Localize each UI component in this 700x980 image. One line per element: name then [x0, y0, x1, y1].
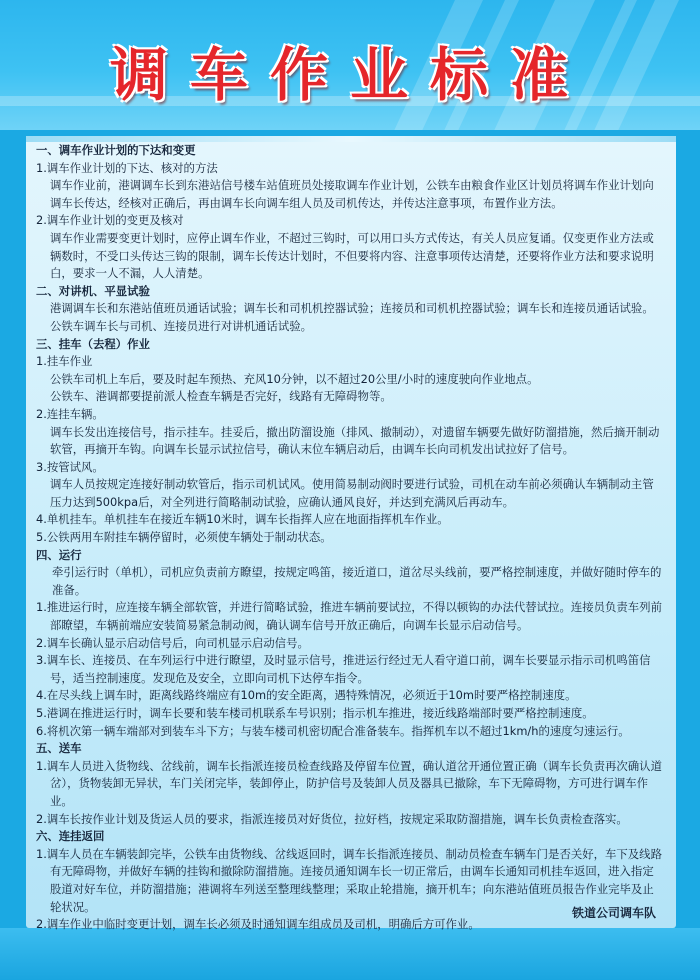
list-item: 2.调车长按作业计划及货运人员的要求，指派连接员对好货位，拉好档，按规定采取防溜措施，调车长负责检查落实。 — [36, 811, 628, 826]
page-title: 调车作业标准 — [109, 41, 590, 109]
paragraph: 公铁车司机上车后，要及时起车预热、充风10分钟，以不超过20公里/小时的速度驶向作业地点。 — [50, 371, 539, 386]
section-heading-5: 五、送车 — [36, 741, 82, 756]
regulation-text — [36, 142, 664, 934]
list-item: 1.调车人员进入货物线、岔线前，调车长指派连接员检查线路及停留车位置，确认道岔开通位置正确（调车长负责再次确认道岔），货物装卸无异状，车门关闭完毕，装卸停止，防护信号及装卸人员及器具已撤除，车下无障碍物，方可进行调车作业。 — [36, 758, 662, 808]
paragraph: 调车长发出连接信号，指示挂车。挂妥后，撤出防溜设施（排风、撤制动），对遗留车辆要先做好防溜措施，然后摘开制动软管，再摘开车钩。向调车长显示试拉信号，确认末位车辆启动后，由调车长向司机发出试拉好了信号。 — [50, 424, 660, 457]
list-item: 4.在尽头线上调车时，距离线路终端应有10m的安全距离，遇特殊情况，必须近于10m时要严格控制速度。 — [36, 688, 577, 703]
section-heading-6: 六、连挂返回 — [36, 829, 105, 844]
list-item: 4.单机挂车。单机挂车在接近车辆10米时，调车长指挥人应在地面指挥机车作业。 — [36, 512, 449, 527]
list-item: 5.港调在推进运行时，调车长要和装车楼司机联系车号识别；指示机车推进，接近线路端部时要严格控制速度。 — [36, 706, 594, 720]
item-heading: 1.调车作业计划的下达、核对的方法 — [36, 160, 218, 175]
list-item: 1.调车人员在车辆装卸完毕，公铁车由货物线、岔线返回时，调车长指派连接员、制动员检查车辆车门是否关好，车下及线路有无障碍物，并做好车辆的挂钩和撤除防溜措施。连接员通知调车长一切正常后，由调车长通知司机挂车返回，进入指定股道对好车位，并防溜措施；港调将车列送至整理线整理；采取止轮措施，摘开机车；向东港站值班员报告作业完毕及止轮状况。 — [36, 846, 662, 914]
paragraph: 牵引运行时（单机），司机应负责前方瞭望，按规定鸣笛，接近道口，道岔尽头线前，要严格控制速度，并做好随时停车的准备。 — [52, 565, 662, 597]
item-heading: 1.挂车作业 — [36, 354, 93, 369]
bottom-band — [0, 928, 700, 980]
list-item: 1.推进运行时，应连接车辆全部软管，并进行简略试验，推进车辆前要试拉，不得以顿钩的办法代替试拉。连接员负责车列前部瞭望，车辆前端应安装简易紧急制动阀，确认调车信号开放正确后，向调车长显示启动信号。 — [36, 600, 662, 633]
list-item: 2.调车作业中临时变更计划，调车长必须及时通知调车组成员及司机，明确后方可作业。 — [36, 917, 480, 932]
paragraph: 调车作业前，港调调车长到东港站信号楼车站值班员处接取调车作业计划，公铁车由粮食作业区计划员将调车作业计划向调车长传达，经核对正确后，再由调车长向调车组人员及司机传达，并传达注意事项，布置作业方法。 — [50, 178, 654, 210]
list-item: 2.调车长确认显示启动信号后，向司机显示启动信号。 — [36, 635, 309, 650]
signature: 铁道公司调车队 — [571, 906, 656, 920]
item-heading: 2.调车作业计划的变更及核对 — [36, 213, 184, 228]
list-item: 6.将机次第一辆车端部对到装车斗下方；与装车楼司机密切配合准备装车。指挥机车以不超过1km/h的速度匀速运行。 — [36, 723, 630, 738]
paragraph: 调车作业需要变更计划时，应停止调车作业，不超过三钩时，可以用口头方式传达，有关人员应复诵。仅变更作业方法或辆数时，不受口头传达三钩的限制，调车长传达计划时，不但要将内容、注意事项传达清楚，还要将作业方法和要求说明白，要求一人不漏，人人清楚。 — [50, 230, 654, 281]
section-heading-2: 二、对讲机、平显试验 — [36, 283, 150, 298]
list-item: 3.调车长、连接员、在车列运行中进行瞭望，及时显示信号，推进运行经过无人看守道口前，调车长要显示指示司机鸣笛信号，适当控制速度。发现危及安全，立即向司机下达停车指令。 — [36, 653, 651, 685]
section-heading-4: 四、运行 — [36, 547, 82, 562]
paragraph: 公铁车、港调都要提前派人检查车辆是否完好，线路有无障碍物等。 — [50, 389, 392, 404]
item-heading: 3.按管试风。 — [36, 459, 104, 474]
section-heading-3: 三、挂车（去程）作业 — [36, 336, 150, 351]
paragraph: 港调调车长和东港站值班员通话试验；调车长和司机机控器试验；连接员和司机机控器试验；调车长和连接员通话试验。公铁车调车长与司机、连接员进行对讲机通话试验。 — [50, 301, 654, 333]
section-heading-1: 一、调车作业计划的下达和变更 — [36, 143, 196, 157]
paragraph: 调车人员按规定连接好制动软管后，指示司机试风。使用简易制动阀时要进行试验，司机在动车前必须确认车辆制动主管压力达到500kpa后，对全列进行简略制动试验，应确认通风良好，并达到充满风后再动车。 — [50, 477, 654, 509]
item-heading: 2.连挂车辆。 — [36, 406, 104, 421]
list-item: 5.公铁两用车附挂车辆停留时，必须使车辆处于制动状态。 — [36, 530, 332, 545]
